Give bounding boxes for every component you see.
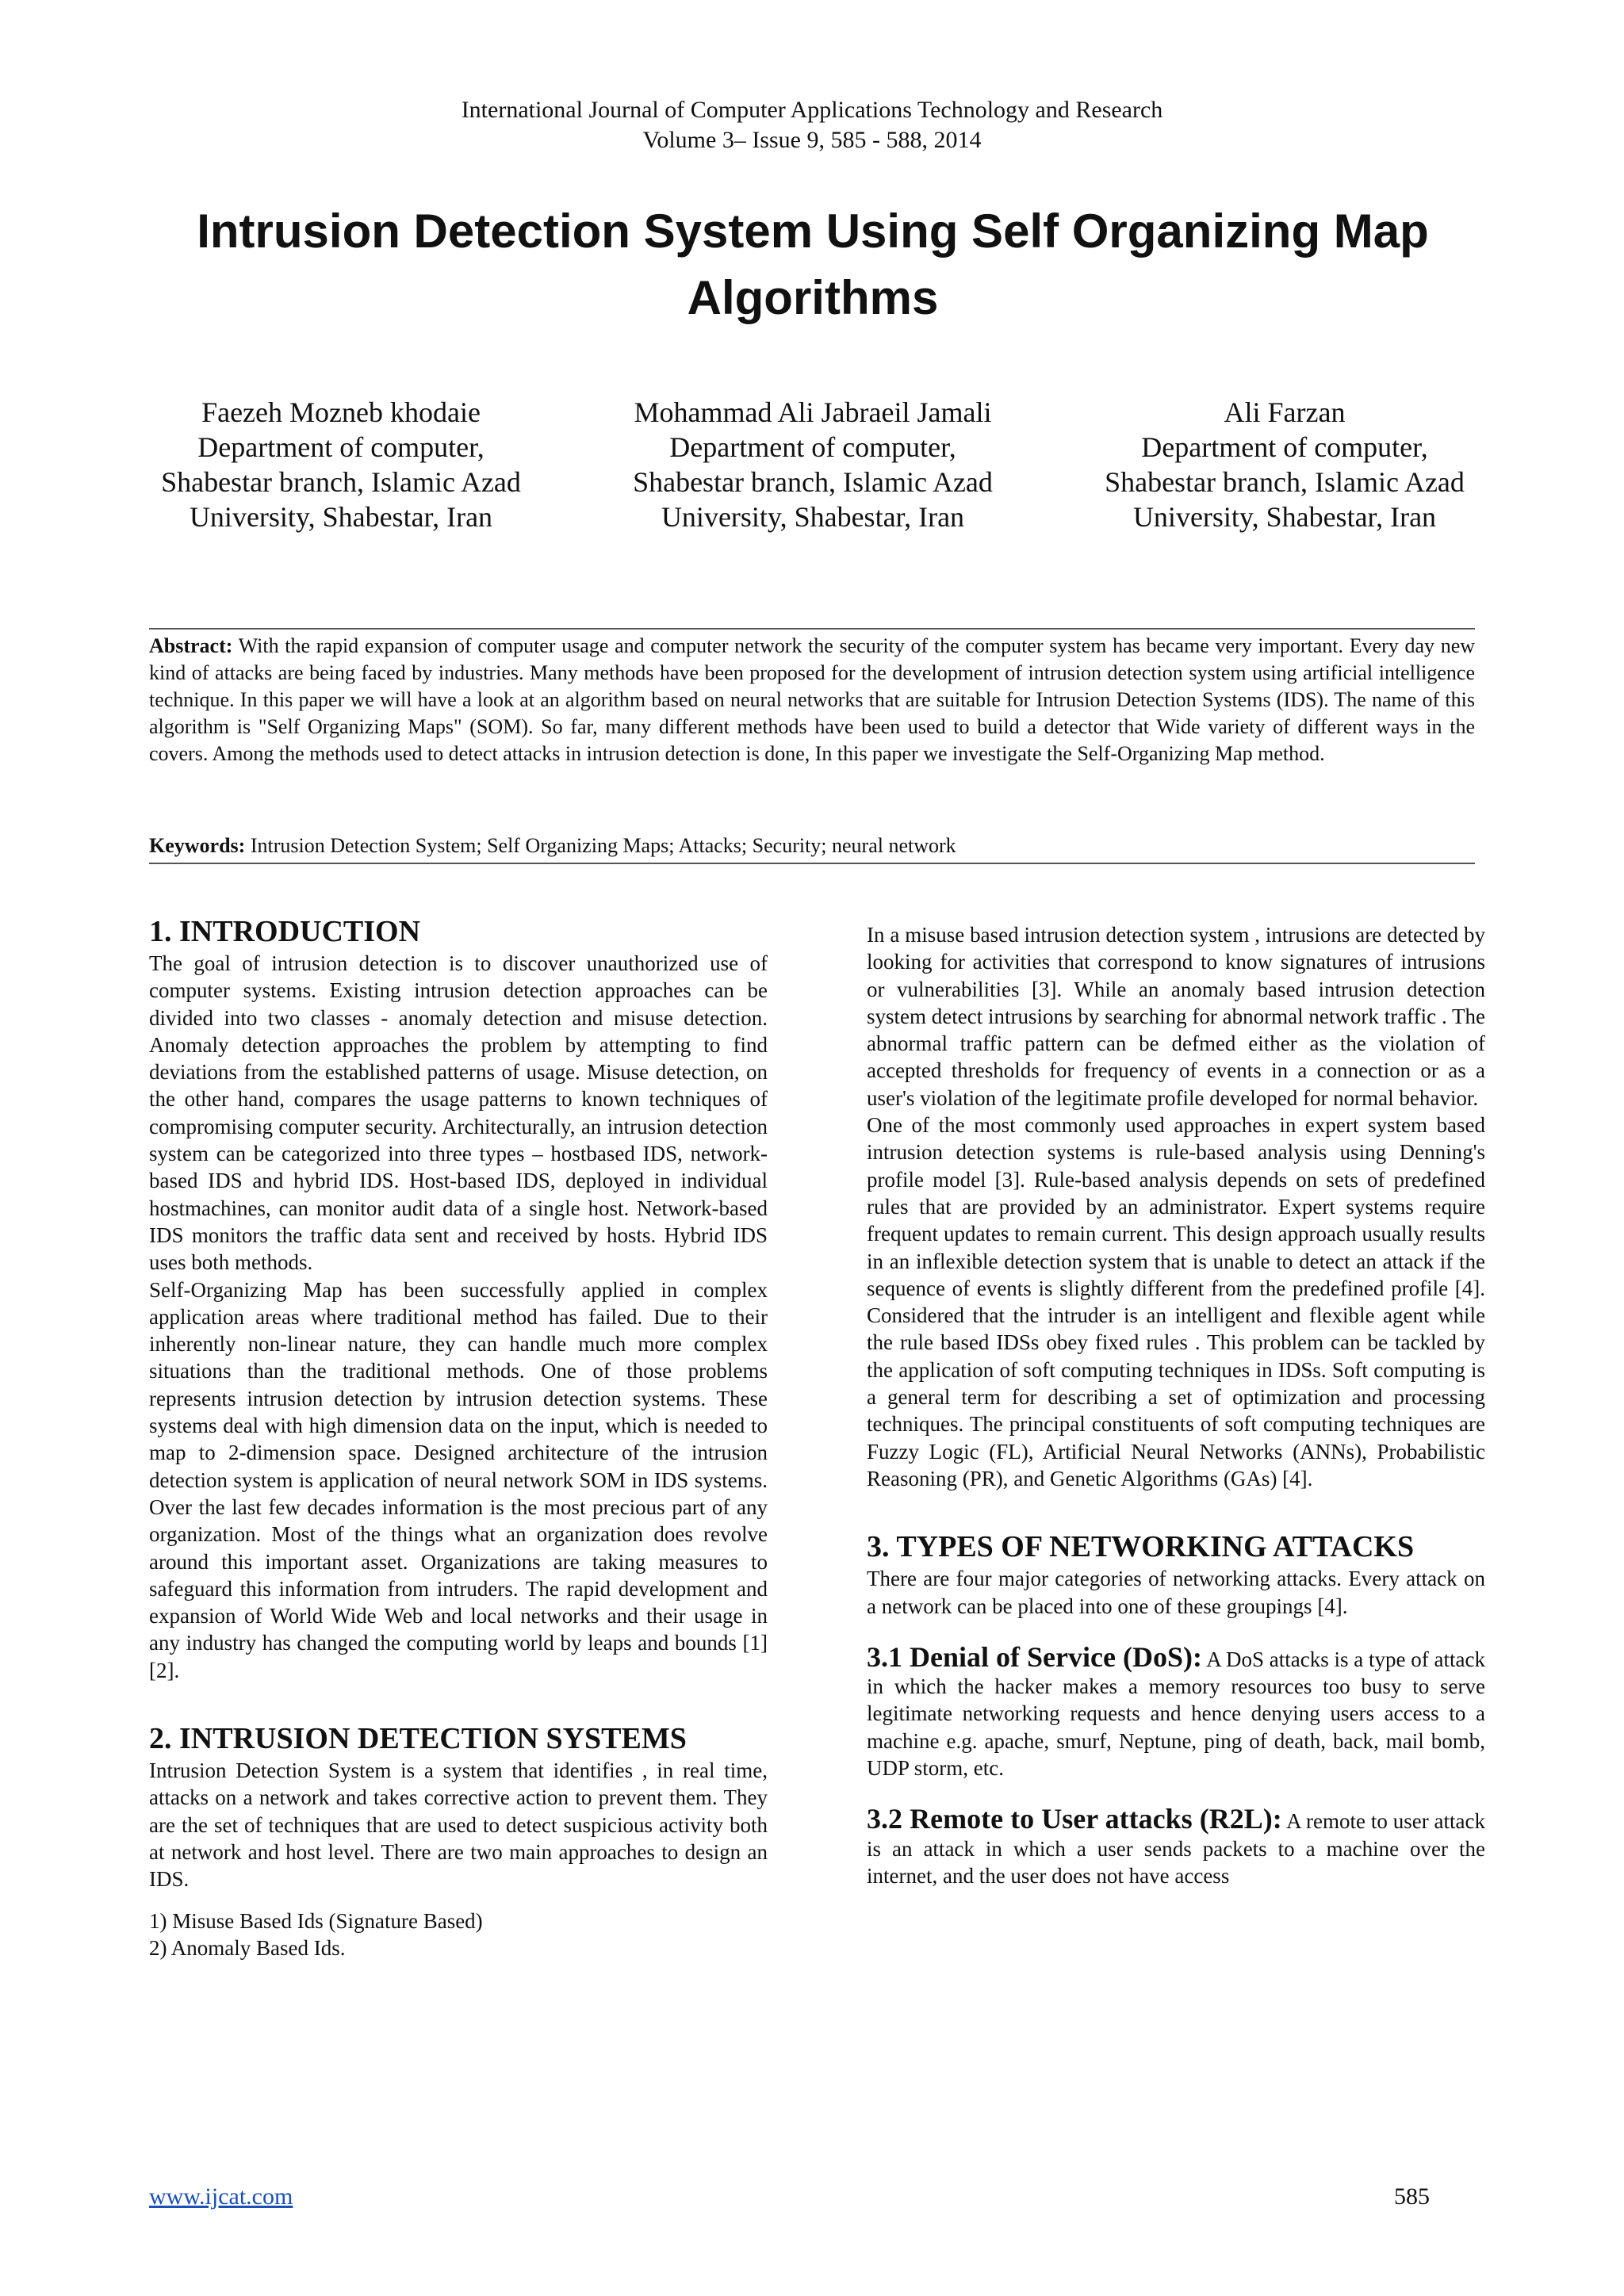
- page-number: 585: [1394, 2183, 1430, 2210]
- ids-list-item-2: 2) Anomaly Based Ids.: [149, 1935, 346, 1960]
- dos-heading: 3.1 Denial of Service (DoS):: [867, 1640, 1202, 1673]
- intro-paragraph-2: Self-Organizing Map has been successfully applied in complex application areas where traditional method has failed. Due to their inherently non-linear nature, they can handle much more complex situations than the traditional methods. One of those problems represents intrusion detection by intrusion detection systems. These systems deal with high dimension data on the input, which is needed to map to 2-dimension space. Designed architecture of the intrusion detection system is application of neural network SOM in IDS systems. Over the last few decades information is the most precious part of any organization. Most of the things what an organization does revolve around this important asset. Organizations are taking measures to safeguard this information from intruders. The rapid development and expansion of World Wide Web and local networks and their usage in any industry has changed the computing world by leaps and bounds [1][2].: [149, 1277, 768, 1682]
- author-univ: University, Shabestar, Iran: [1132, 501, 1437, 533]
- author-dept: Department of computer,: [669, 431, 956, 463]
- right-column: [867, 921, 1485, 1889]
- keywords-bottom-rule: [149, 863, 1475, 864]
- author-branch: Shabestar branch, Islamic Azad: [161, 466, 521, 498]
- dos-paragraph: [867, 1640, 1485, 1781]
- author-list: [119, 395, 1507, 534]
- abstract-label: Abstract:: [149, 634, 233, 657]
- author-dept: Department of computer,: [197, 431, 485, 463]
- ids-list-item-1: 1) Misuse Based Ids (Signature Based): [149, 1908, 483, 1933]
- author-dept: Department of computer,: [1141, 431, 1428, 463]
- journal-website-link[interactable]: www.ijcat.com: [149, 2183, 293, 2210]
- left-column: [149, 913, 768, 1961]
- section-heading-introduction: 1. INTRODUCTION: [149, 915, 421, 948]
- journal-volume: Volume 3– Issue 9, 585 - 588, 2014: [642, 127, 982, 153]
- keywords-label: Keywords:: [149, 834, 246, 857]
- author-block: [1063, 395, 1507, 534]
- attacks-intro-paragraph: There are four major categories of networking attacks. Every attack on a network can be placed into one of these groupings [4].: [867, 1567, 1485, 1618]
- dos-text: A DoS attacks is a type of attack in which the hacker makes a memory resources too busy to serve legitimate networking requests and hence denying users access to a machine e.g. apache, smurf, Neptune, ping of death, back, mail bomb, UDP storm, etc.: [867, 1647, 1485, 1781]
- r2l-heading: 3.2 Remote to User attacks (R2L):: [867, 1803, 1282, 1835]
- keywords-text: Intrusion Detection System; Self Organizing Maps; Attacks; Security; neural network: [250, 834, 956, 857]
- author-name: Ali Farzan: [1224, 396, 1346, 428]
- abstract-text: With the rapid expansion of computer usage and computer network the security of the computer system has became very important. Every day new kind of attacks are being faced by industries. Many methods have been proposed for the development of intrusion detection system using artificial intelligence technique. In this paper we will have a look at an algorithm based on neural networks that are suitable for Intrusion Detection Systems (IDS). The name of this algorithm is "Self Organizing Maps" (SOM). So far, many different methods have been used to build a detector that Wide variety of different ways in the covers. Among the methods used to detect attacks in intrusion detection is done, In this paper we investigate the Self-Organizing Map method.: [149, 634, 1476, 765]
- ids-paragraph-1: Intrusion Detection System is a system that identifies , in real time, attacks on a network and takes corrective action to prevent them. They are the set of techniques that are used to detect suspicious activity both at network and host level. There are two main approaches to design an IDS.: [149, 1758, 768, 1892]
- expert-system-paragraph: One of the most commonly used approaches in expert system based intrusion detection systems is rule-based analysis using Denning's profile model [3]. Rule-based analysis depends on sets of predefined rules that are provided by an administrator. Expert systems require frequent updates to remain current. This design approach usually results in an inflexible detection system that is unable to detect an attack if the sequence of events is slightly different from the predefined profile [4]. Considered that the intruder is an intelligent and flexible agent while the rule based IDSs obey fixed rules . This problem can be tackled by the application of soft computing techniques in IDSs. Soft computing is a general term for describing a set of optimization and processing techniques. The principal constituents of soft computing techniques are Fuzzy Logic (FL), Artificial Neural Networks (ANNs), Probabilistic Reasoning (PR), and Genetic Algorithms (GAs) [4].: [867, 1113, 1485, 1490]
- journal-header: [0, 95, 1624, 155]
- section-heading-attacks: 3. TYPES OF NETWORKING ATTACKS: [867, 1530, 1415, 1564]
- abstract: [149, 633, 1475, 767]
- journal-name: International Journal of Computer Applications Technology and Research: [461, 97, 1163, 123]
- intro-paragraph-1: The goal of intrusion detection is to discover unauthorized use of computer systems. Existing intrusion detection approaches can be divided into two classes - anomaly detection and misuse detection. Anomaly detection approaches the problem by attempting to find deviations from the established patterns of usage. Misuse detection, on the other hand, compares the usage patterns to known techniques of compromising computer security. Architecturally, an intrusion detection system can be categorized into three types – hostbased IDS, network-based IDS and hybrid IDS. Host-based IDS, deployed in individual hostmachines, can monitor audit data of a single host. Network-based IDS monitors the traffic data sent and received by hosts. Hybrid IDS uses both methods.: [149, 951, 768, 1275]
- author-name: Mohammad Ali Jabraeil Jamali: [634, 396, 992, 428]
- author-block: [119, 395, 563, 534]
- author-univ: University, Shabestar, Iran: [661, 501, 965, 533]
- author-branch: Shabestar branch, Islamic Azad: [1105, 466, 1465, 498]
- author-branch: Shabestar branch, Islamic Azad: [633, 466, 993, 498]
- author-name: Faezeh Mozneb khodaie: [201, 396, 481, 428]
- r2l-paragraph: [867, 1805, 1485, 1889]
- misuse-paragraph: In a misuse based intrusion detection system , intrusions are detected by looking for activities that correspond to know signatures of intrusions or vulnerabilities [3]. While an anomaly based intrusion detection system detect intrusions by searching for abnormal network traffic . The abnormal traffic pattern can be defmed either as the violation of accepted thresholds for frequency of events in a connection or as a user's violation of the legitimate profile developed for normal behavior.: [867, 923, 1485, 1110]
- r2l-text: A remote to user attack is an attack in which a user sends packets to a machine over the internet, and the user does not have access: [867, 1809, 1485, 1888]
- author-univ: University, Shabestar, Iran: [189, 501, 493, 533]
- paper-title: Intrusion Detection System Using Self Organizing Map Algorithms: [197, 205, 1429, 324]
- author-block: [591, 395, 1035, 534]
- keywords: [149, 832, 1475, 859]
- section-heading-ids: 2. INTRUSION DETECTION SYSTEMS: [149, 1722, 687, 1756]
- abstract-top-rule: [149, 628, 1475, 629]
